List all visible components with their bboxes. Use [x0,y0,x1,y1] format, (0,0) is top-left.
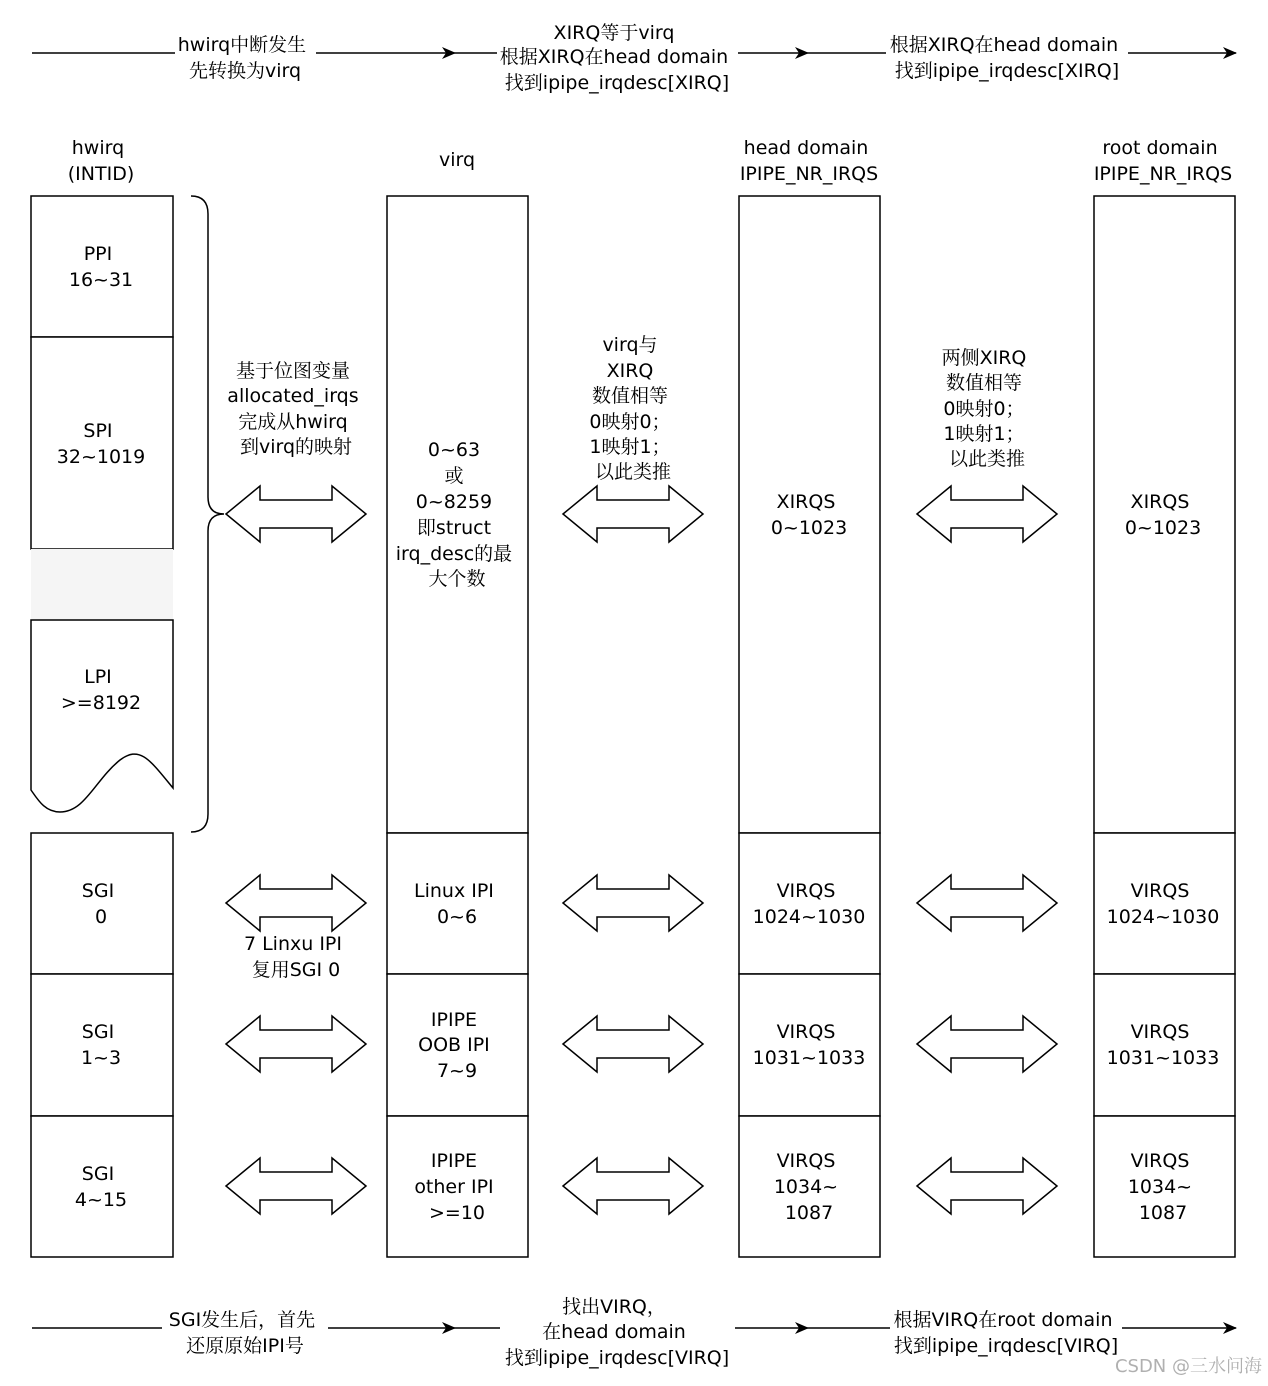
watermark: CSDN @三水问海 [1114,1356,1262,1377]
top-step3-label [890,34,1124,82]
head-r2-box [739,974,880,1116]
column-headers [68,137,1232,185]
double-arrows [226,486,1057,1214]
root-main-box [1094,196,1235,833]
both-sides-annotation: 两侧XIRQ 数值相等 0映射0； 1映射1； 以此类推 [941,347,1027,470]
oob-ipi-label: IPIPE OOB IPI 7~9 [418,1009,490,1082]
linux-ipi-box [387,833,528,974]
double-arrow [917,1158,1057,1214]
bottom-step1-label: SGI发生后，首先 还原原始IPI号 [168,1309,316,1357]
bitmap-annotation: 基于位图变量 allocated_irqs 完成从hwirq 到virq的映射 [227,360,359,458]
sgi1-label: SGI 1~3 [80,1021,122,1069]
virq-main-label: 0~63 或 0~8259 即struct irq_desc的最 大个数 [395,439,513,590]
header-head-domain: head domain IPIPE_NR_IRQS [739,137,879,185]
gap-box [31,549,173,620]
root-r2-label: VIRQS 1031~1033 [1106,1021,1220,1069]
double-arrow [917,875,1057,931]
bottom-step2-label: 找出VIRQ， 在head domain 找到ipipe_irqdesc[VIRQ] [504,1296,730,1369]
top-step1-label [178,34,312,82]
head-r1-label: VIRQS 1024~1030 [752,880,866,928]
bottom-step3-label: 根据VIRQ在root domain 找到ipipe_irqdesc[VIRQ] [893,1309,1119,1357]
double-arrow [917,486,1057,542]
equal-annotation: virq与 XIRQ 数值相等 0映射0； 1映射1； 以此类推 [589,334,672,483]
head-main-label: XIRQS 0~1023 [770,491,848,539]
header-virq: virq [438,149,476,171]
hwirq-column [31,196,173,1257]
annotations [227,334,1032,981]
double-arrow [226,486,366,542]
double-arrow [226,1158,366,1214]
double-arrow [226,875,366,931]
double-arrow [226,1016,366,1072]
root-domain-column [1094,196,1235,1257]
bottom-flow [32,1296,1236,1369]
top-step3-line: 找到ipipe_irqdesc[XIRQ] [894,60,1120,82]
double-arrow [917,1016,1057,1072]
lpi-box [31,620,173,812]
double-arrow [563,1158,703,1214]
sgi0-note: 7 Linxu IPI 复用SGI 0 [243,933,342,981]
head-main-box [739,196,880,833]
root-r1-label: VIRQS 1024~1030 [1106,880,1220,928]
top-step1-line: 先转换为virq [188,60,302,82]
ppi-label: PPI 16~31 [68,243,134,291]
spi-label: SPI 32~1019 [56,420,146,468]
header-root-domain: root domain IPIPE_NR_IRQS [1093,137,1233,185]
sgi4-label: SGI 4~15 [74,1163,128,1211]
double-arrow [563,875,703,931]
ppi-box [31,196,173,337]
top-step2-line: XIRQ等于virq [553,22,675,44]
sgi4-box [31,1116,173,1257]
top-step3-line: 根据XIRQ在head domain [889,34,1119,56]
top-flow [32,22,1236,94]
root-r2-box [1094,974,1235,1116]
top-step2-line: 根据XIRQ在head domain [499,46,729,68]
root-main-label: XIRQS 0~1023 [1124,491,1202,539]
sgi0-box [31,833,173,974]
curly-brace [191,196,224,832]
other-ipi-label: IPIPE other IPI >=10 [414,1150,494,1224]
header-hwirq: hwirq (INTID) [67,137,135,185]
head-r2-label: VIRQS 1031~1033 [752,1021,866,1069]
sgi1-box [31,974,173,1116]
double-arrow [563,1016,703,1072]
head-domain-column [739,196,880,1257]
spi-box [31,337,173,549]
top-step2-line: 找到ipipe_irqdesc[XIRQ] [504,72,730,94]
head-r1-box [739,833,880,974]
top-step1-line: hwirq中断发生 [177,34,307,56]
virq-column [387,196,528,1257]
root-r3-label: VIRQS 1034~ 1087 [1127,1150,1193,1224]
head-r3-label: VIRQS 1034~ 1087 [773,1150,839,1224]
top-step2-label [500,22,734,94]
linux-ipi-label: Linux IPI 0~6 [414,880,494,928]
double-arrow [563,486,703,542]
sgi0-label: SGI 0 [81,880,115,928]
lpi-label: LPI >=8192 [60,666,142,714]
virq-main-box [387,196,528,833]
root-r1-box [1094,833,1235,974]
